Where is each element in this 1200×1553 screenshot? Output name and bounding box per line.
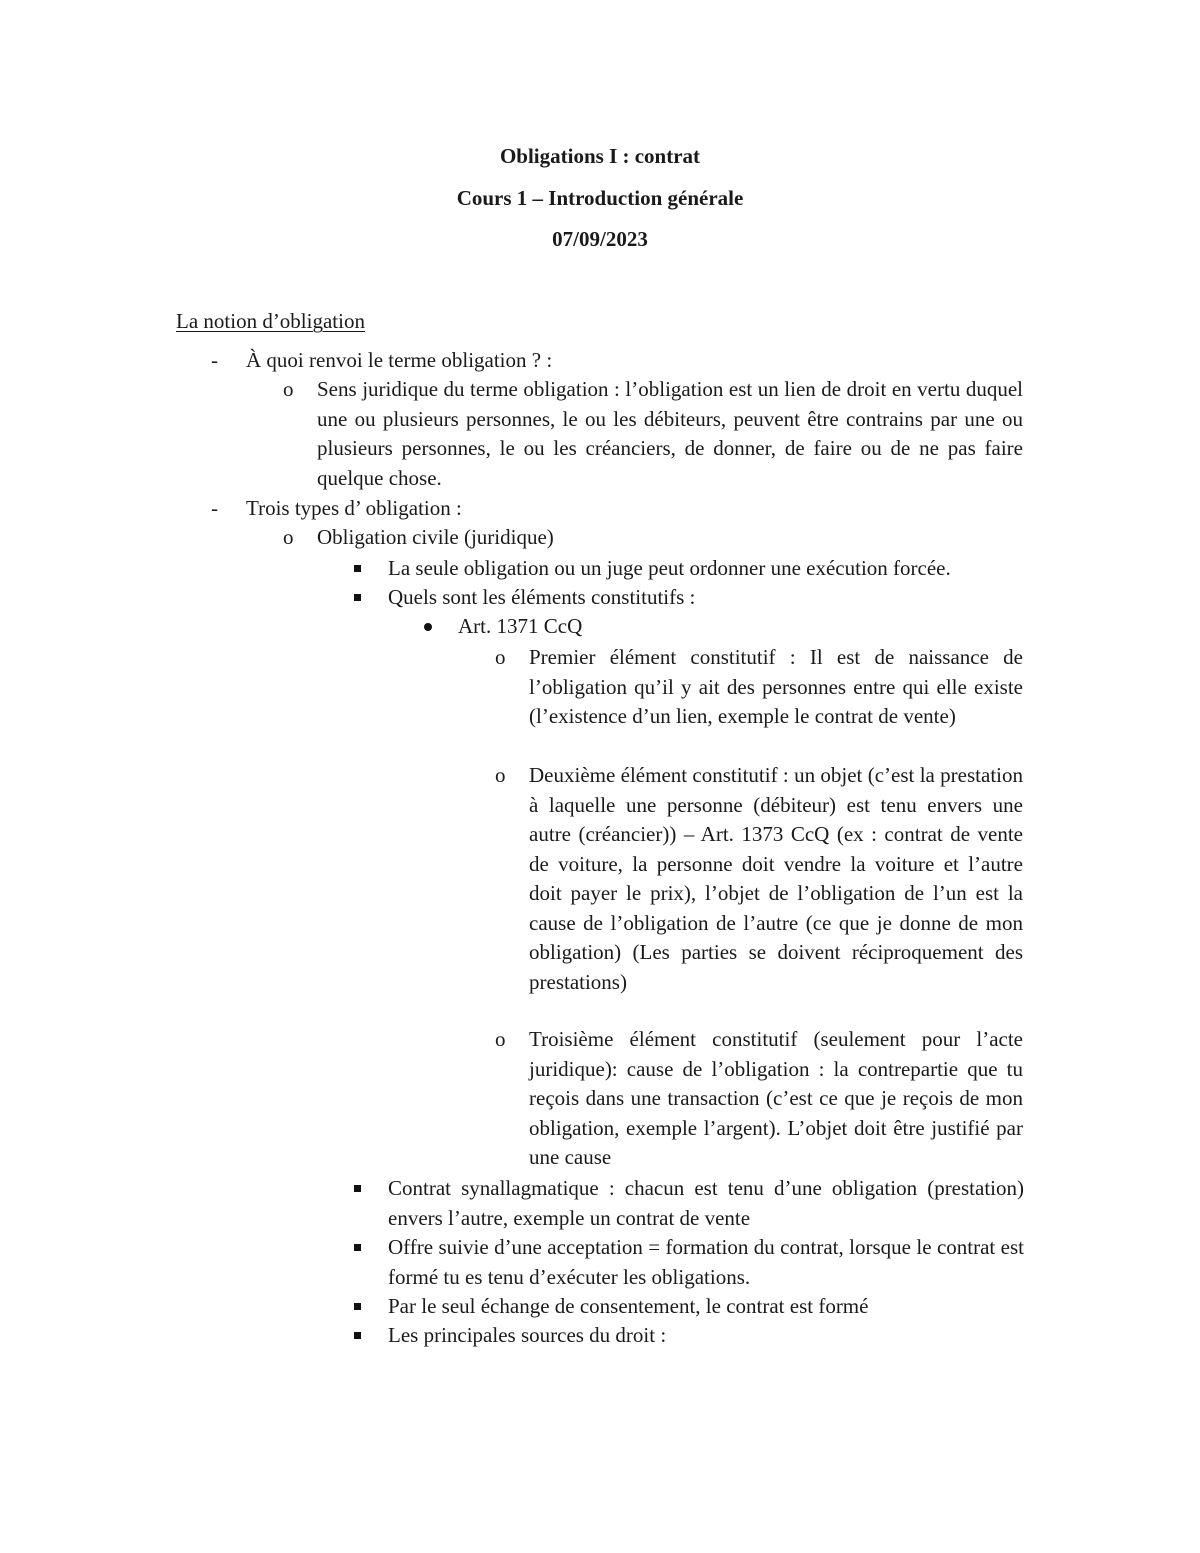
- list-item-sources-droit: Les principales sources du droit :: [388, 1323, 667, 1347]
- list-item-contrat-synallagmatique: Contrat synallagmatique : chacun est tenu d’une obligation (prestation) envers l’autre, exemple un contrat de vente: [388, 1176, 1024, 1230]
- circle-bullet: o: [495, 1027, 506, 1051]
- circle-bullet: o: [495, 645, 506, 669]
- square-bullet-icon: [354, 1244, 361, 1251]
- lecture-title: Cours 1 – Introduction générale: [456, 186, 744, 210]
- list-item-q1: À quoi renvoi le terme obligation ? :: [246, 348, 553, 372]
- list-item-deuxieme-element: Deuxième élément constitutif : un objet (c’est la prestation à laquelle une personne (débiteur) est tenu envers une autre (créancier)) – Art. 1373 CcQ (ex : contrat de vente de voiture, la personne doit vendre la voiture et l’autre doit payer le prix), l’objet de l’obligation de l’un est la cause de l’obligation de l’autre (ce que je donne de mon obligation) (Les parties se doivent réciproquement des prestations): [529, 763, 1023, 994]
- square-bullet-icon: [354, 1332, 361, 1339]
- list-item-premier-element: Premier élément constitutif : Il est de naissance de l’obligation qu’il y ait des personnes entre qui elle existe (l’existence d’un lien, exemple le contrat de vente): [529, 645, 1023, 728]
- circle-bullet: o: [283, 377, 294, 401]
- square-bullet-icon: [354, 594, 361, 601]
- dash-bullet: -: [211, 496, 218, 520]
- square-bullet-icon: [354, 1303, 361, 1310]
- list-item-elements-constitutifs: Quels sont les éléments constitutifs :: [388, 585, 696, 609]
- lecture-date: 07/09/2023: [552, 227, 648, 251]
- list-item-execution-forcee: La seule obligation ou un juge peut ordonner une exécution forcée.: [388, 556, 951, 580]
- list-item-troisieme-element: Troisième élément constitutif (seulement pour l’acte juridique): cause de l’obligation : la contrepartie que tu reçois dans une transaction (c’est ce que je reçois de mon obligation, exemple l’argent). L’objet doit être justifié par une cause: [529, 1027, 1023, 1169]
- list-item-sens-juridique: Sens juridique du terme obligation : l’obligation est un lien de droit en vertu duquel une ou plusieurs personnes, le ou les débiteurs, peuvent être contrains par une ou plusieurs personnes, le ou les créanciers, de donner, de faire ou de ne pas faire quelque chose.: [317, 377, 1023, 490]
- list-item-obligation-civile: Obligation civile (juridique): [317, 525, 554, 549]
- square-bullet-icon: [354, 565, 361, 572]
- square-bullet-icon: [354, 1185, 361, 1192]
- list-item-q2: Trois types d’ obligation :: [246, 496, 462, 520]
- list-item-offre-acceptation: Offre suivie d’une acceptation = formation du contrat, lorsque le contrat est formé tu es tenu d’exécuter les obligations.: [388, 1235, 1024, 1289]
- circle-bullet: o: [495, 763, 506, 787]
- list-item-art-1371: Art. 1371 CcQ: [458, 614, 583, 638]
- round-bullet-icon: [424, 623, 432, 631]
- dash-bullet: -: [211, 348, 218, 372]
- course-title: Obligations I : contrat: [499, 144, 701, 168]
- list-item-echange-consentement: Par le seul échange de consentement, le contrat est formé: [388, 1294, 869, 1318]
- circle-bullet: o: [283, 525, 294, 549]
- section-heading: La notion d’obligation: [176, 309, 365, 333]
